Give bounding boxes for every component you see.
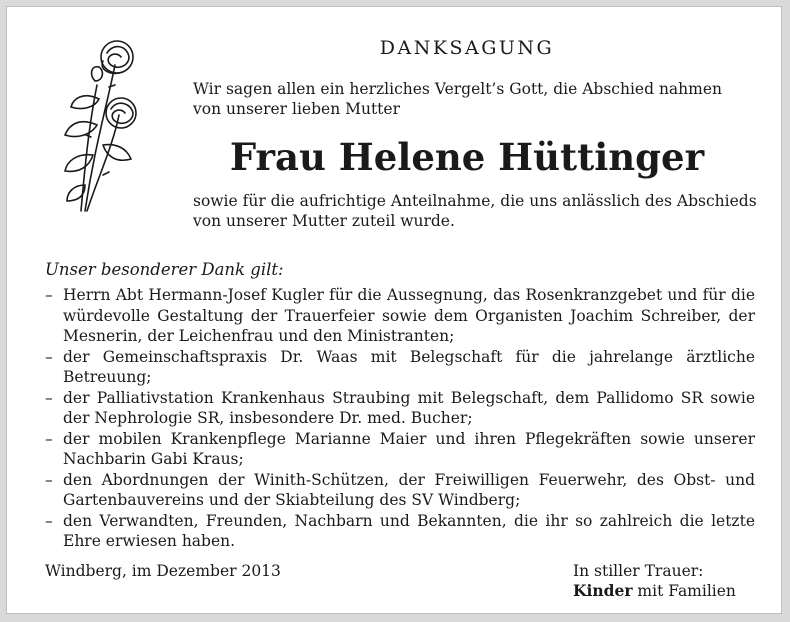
thanks-text: sowie für die aufrichtige Anteilnahme, die uns anlässlich des Abschieds von unserer Mutter zuteil wurde. [193,192,757,230]
list-item [43,511,755,552]
dash: – [45,429,53,448]
dash: – [45,347,53,366]
signers-bold: Kinder [573,581,633,600]
mourning-label: In stiller Trauer: [573,562,704,580]
obituary-card [6,6,782,614]
list-item-text: der Palliativstation Krankenhaus Straubing mit Belegschaft, dem Pallidomo SR sowie der Nephrologie SR, insbesondere Dr. med. Bucher; [63,388,755,427]
heading: DANKSAGUNG [379,37,555,59]
signers-rest: mit Familien [632,582,736,600]
special-thanks-title: Unser besonderer Dank gilt: [45,260,284,279]
dash: – [45,286,53,304]
deceased-name: Frau Helene Hüttinger [229,135,705,179]
roses-illustration [37,25,157,215]
list-item [43,347,755,388]
list-item-text: der Gemeinschaftspraxis Dr. Waas mit Belegschaft für die jahrelange ärztliche Betreuung; [63,347,755,386]
intro-text: Wir sagen allen ein herzliches Vergelt’s Gott, die Abschied nahmen von unserer lieben Mutter [193,80,723,118]
list-item-text: der mobilen Krankenpflege Marianne Maier und ihren Pflegekräften sowie unserer Nachbarin Gabi Kraus; [63,429,755,468]
list-item [43,388,755,429]
dash: – [45,470,53,489]
list-item-text: den Abordnungen der Winith-Schützen, der Freiwilligen Feuerwehr, des Obst- und Gartenbauvereins und der Skiabteilung des SV Windberg; [63,470,755,509]
place-date: Windberg, im Dezember 2013 [45,562,281,580]
list-item-text: den Verwandten, Freunden, Nachbarn und Bekannten, die ihr so zahlreich die letzte Ehre erwiesen haben. [63,511,755,550]
list-item [43,285,755,347]
signature-block [573,561,736,601]
list-item [43,429,755,470]
dash: – [45,511,53,530]
list-item [43,470,755,511]
list-item-text: Herrn Abt Hermann-Josef Kugler für die Aussegnung, das Rosenkranzgebet und für die würdevolle Gestaltung der Trauerfeier sowie dem Organisten Joachim Schreiber, der Mesnerin, der Leichenfrau und den Ministranten; [63,286,755,345]
dash: – [45,388,53,407]
signers [573,581,736,601]
thanks-list [43,285,755,552]
